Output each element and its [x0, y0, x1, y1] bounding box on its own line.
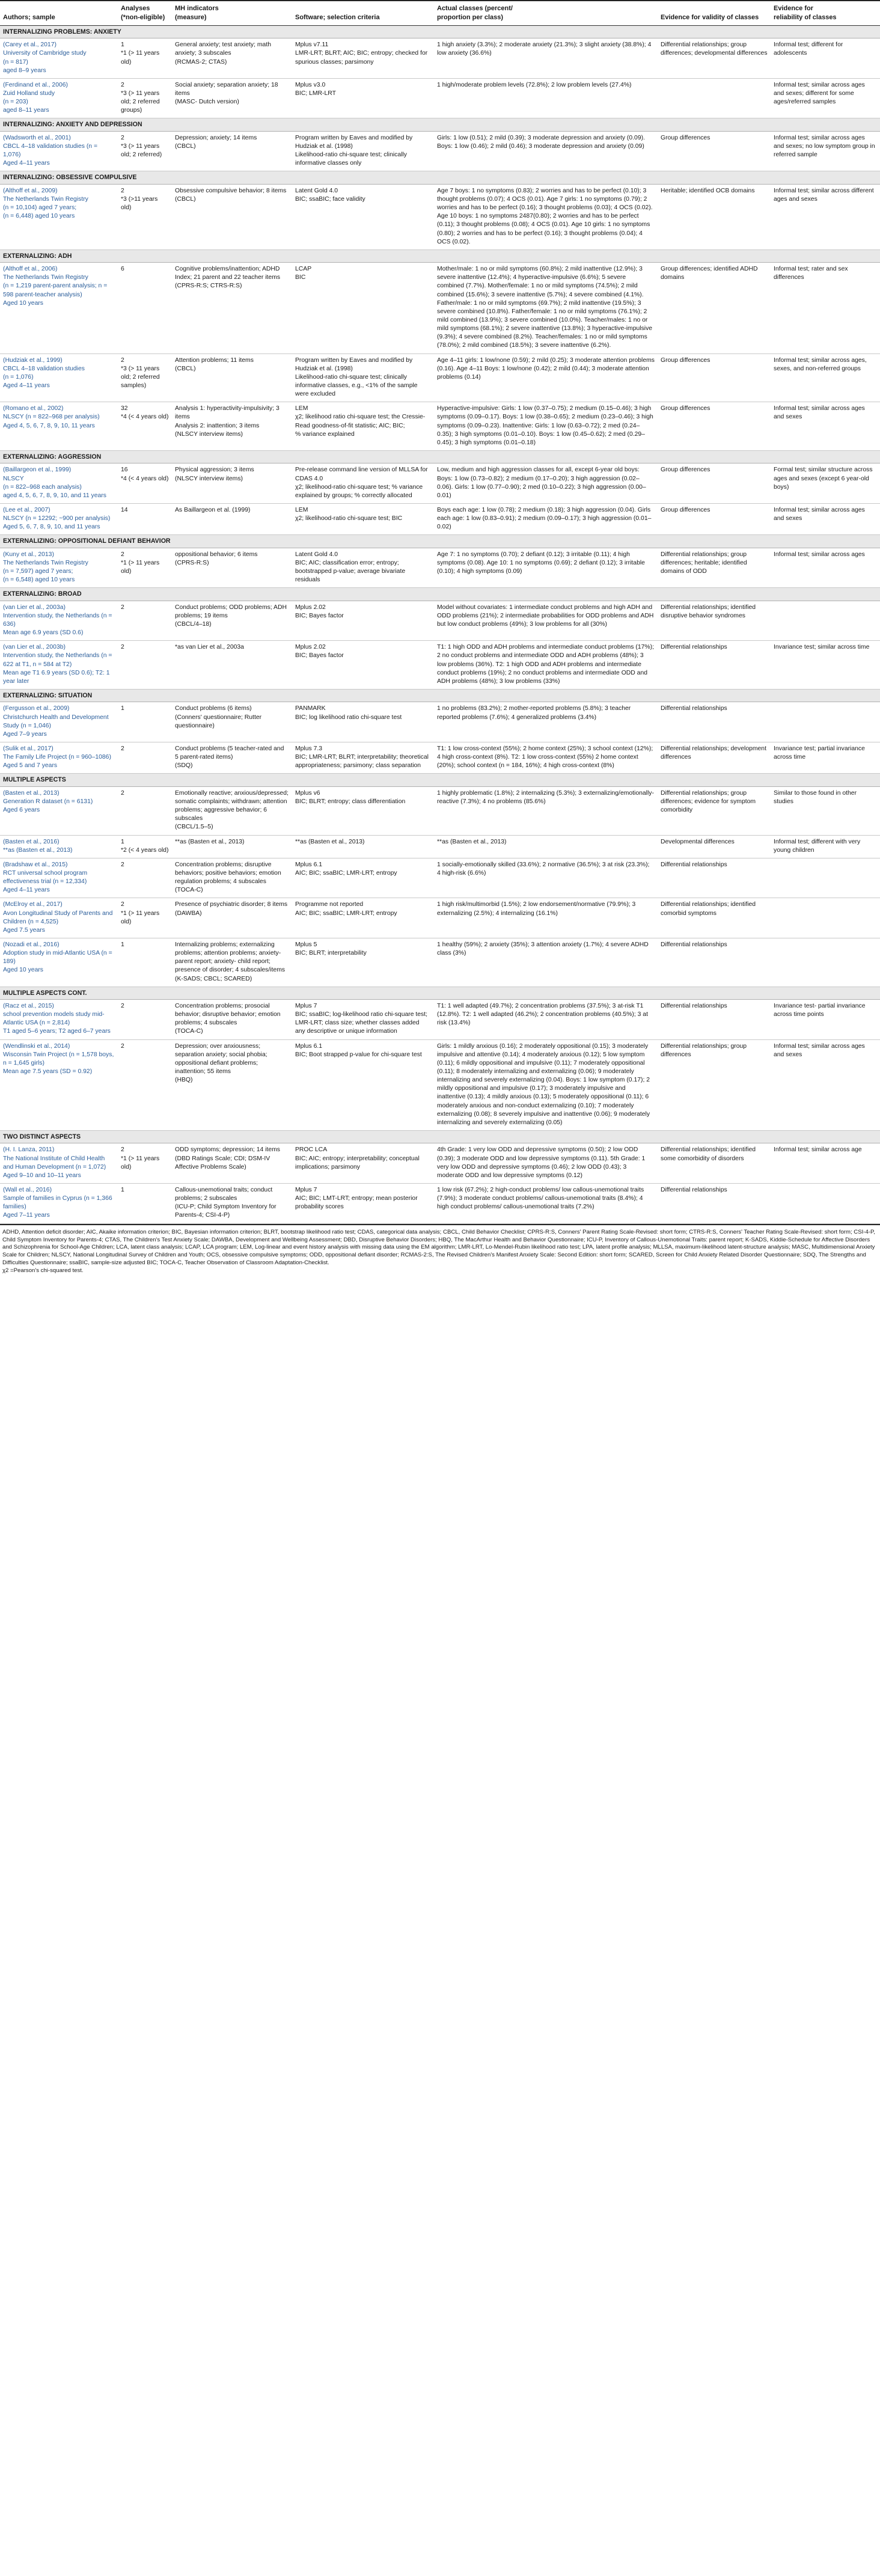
software-cell: LCAP BIC — [292, 263, 434, 353]
classes-cell: Boys each age: 1 low (0.78); 2 medium (0.18); 3 high aggression (0.04). Girls each age: 1 low (0.83–0.91); 2 medium (0.09–0.17); 3 high aggression (0.01–0.02) — [434, 503, 658, 534]
column-header-authors: Authors; sample — [0, 1, 118, 25]
reliability-cell: Informal test; different with very young children — [771, 835, 880, 858]
column-header-software: Software; selection criteria — [292, 1, 434, 25]
analyses-cell: 2 *1 (> 11 years old) — [118, 548, 172, 588]
authors-cell: (Basten et al., 2013) Generation R dataset (n = 6131) Aged 6 years — [0, 786, 118, 835]
classes-cell: Hyperactive-impulsive: Girls: 1 low (0.37–0.75); 2 medium (0.15–0.46); 3 high symptoms (0.09–0.17). Boys: 1 low (0.38–0.65); 2 medium (0.23–0.46); 3 high symptoms (0.09–0.23). Inattentive: Girls: 1 low (0.63–0.72); 2 med (0.24–0.35); 3 high symptoms (0.01–0.10). Boys: 1 low (0.45–0.62); 2 med (0.29–0.45); 3 high symptoms (0.01–0.18) — [434, 402, 658, 451]
section-title: MULTIPLE ASPECTS — [0, 774, 880, 786]
classes-cell: Mother/male: 1 no or mild symptoms (60.8%); 2 mild inattentive (12.9%); 3 severe inattentive (12.4%); 4 hyperactive-impulsive (6.6%); 5 severe combined (7.7%). Mother/female: 1 no or mild symptoms (74.5%); 2 mild combined (15.6%); 3 severe inattentive (5.7%); 4 severe combined (4.1%). Father/male: 1 no or mild symptoms (69.7%); 2 mild inattentive (19.5%); 3 severe combined (10.8%). Father/female: 1 no or mild symptoms (76.1%); 2 mild combined (13.9%); 3 severe combined (10.0%). Teacher/males: 1 no or mild symptoms (68.1%); 2 severe inattentive (13.8%); 3 hyperactive-impulsive (9.3%); 4 severe combined (8.2%). Teacher/females: 1 no or mild symptoms (78.0%); 2 mild combined (18.5%); 3 severe inattentive (6.2%). — [434, 263, 658, 353]
table-row — [0, 938, 880, 987]
section-header-row — [0, 588, 880, 601]
authors-cell: (Wendlinski et al., 2014) Wisconsin Twin Project (n = 1,578 boys, n = 1,645 girls) Mean age 7.5 years (SD = 0.92) — [0, 1039, 118, 1130]
results-table — [0, 0, 880, 1224]
authors-cell: (Sulik et al., 2017) The Family Life Project (n = 960–1086) Aged 5 and 7 years — [0, 742, 118, 774]
section-header-row — [0, 987, 880, 999]
mh-indicators-cell: ODD symptoms; depression; 14 items (DBD Ratings Scale; CDI; DSM-IV Affective Problems Scale) — [172, 1143, 292, 1184]
analyses-cell: 1 — [118, 1184, 172, 1224]
reliability-cell — [771, 938, 880, 987]
validity-cell: Group differences; identified ADHD domains — [658, 263, 771, 353]
table-row — [0, 548, 880, 588]
classes-cell: **as (Basten et al., 2013) — [434, 835, 658, 858]
validity-cell: Differential relationships; group differences — [658, 1039, 771, 1130]
authors-cell: (Baillargeon et al., 1999) NLSCY (n = 822–968 each analysis) aged 4, 5, 6, 7, 8, 9, 10, and 11 years — [0, 463, 118, 504]
mh-indicators-cell: Conduct problems; ODD problems; ADH problems; 19 items (CBCL/4–18) — [172, 601, 292, 641]
analyses-cell: 1 — [118, 938, 172, 987]
classes-cell: Low, medium and high aggression classes for all, except 6-year old boys: Boys: 1 low (0.73–0.82); 2 medium (0.17–0.20); 3 high aggression (0.02–0.06). Girls: 1 low (0.77–0.90); 2 med (0.10–0.22); 3 high aggression (0.00–0.01) — [434, 463, 658, 504]
page — [0, 0, 880, 1275]
analyses-cell: 2 — [118, 1000, 172, 1040]
section-title: EXTERNALIZING: SITUATION — [0, 690, 880, 702]
column-header-mh-indicators: MH indicators (measure) — [172, 1, 292, 25]
section-title: EXTERNALIZING: AGGRESSION — [0, 451, 880, 463]
classes-cell: Girls: 1 mildly anxious (0.16); 2 moderately oppositional (0.15); 3 moderately impulsive and attentive (0.14); 4 moderately anxious (0.12); 5 low symptom (0.11); 6 mildly oppositional and impulsive (0.11); 7 moderately oppositional (0.11); 8 moderately internalizing and externalizing (0.06); 9 moderately internalizing and severely externalizing (0.04). Boys: 1 low symptom (0.17); 2 mildly oppositional and impulsive (0.17); 3 moderately impulsive and inattentive (0.13); 4 mildly anxious (0.13); 5 moderately oppositional (0.11); 6 moderately anxious and non-conduct externalizing (0.10); 7 moderately externalizing (0.08); 8 severely impulsive and inattentive (0.06); 9 moderately internalizing and severely externalizing (0.05) — [434, 1039, 658, 1130]
analyses-cell: 2 — [118, 786, 172, 835]
mh-indicators-cell: Analysis 1: hyperactivity-impulsivity; 3 items Analysis 2: inattention; 3 items (NLSCY interview items) — [172, 402, 292, 451]
authors-cell: (H. I. Lanza, 2011) The National Institute of Child Health and Human Development (n = 1,072) Aged 9–10 and 10–11 years — [0, 1143, 118, 1184]
authors-cell: (Bradshaw et al., 2015) RCT universal school program effectiveness trial (n = 12,334) Aged 4–11 years — [0, 858, 118, 898]
authors-cell: (Fergusson et al., 2009) Christchurch Health and Development Study (n = 1,046) Aged 7–9 years — [0, 702, 118, 742]
column-header-actual-classes: Actual classes (percent/ proportion per class) — [434, 1, 658, 25]
classes-cell: 1 low risk (67.2%); 2 high-conduct problems/ low callous-unemotional traits (7.9%); 3 moderate conduct problems/ callous-unemotional traits (8.4%); 4 high conduct problems/ callous-unemotional traits (7.2%) — [434, 1184, 658, 1224]
reliability-cell: Informal test; similar across ages and sexes — [771, 503, 880, 534]
software-cell: Mplus 5 BIC; BLRT; interpretability — [292, 938, 434, 987]
table-body — [0, 25, 880, 1223]
software-cell: PANMARK BIC; log likelihood ratio chi-square test — [292, 702, 434, 742]
section-header-row — [0, 25, 880, 38]
column-header-validity: Evidence for validity of classes — [658, 1, 771, 25]
reliability-cell: Informal test; rater and sex differences — [771, 263, 880, 353]
reliability-cell: Informal test; similar across ages and sexes — [771, 402, 880, 451]
classes-cell: Age 4–11 girls: 1 low/none (0.59); 2 mild (0.25); 3 moderate attention problems (0.16). Age 4–11 Boys: 1 low/none (0.42); 2 mild (0.44); 3 moderate attention problems (0.14) — [434, 353, 658, 402]
analyses-cell: 1 — [118, 702, 172, 742]
analyses-cell: 2 *3 (>11 years old) — [118, 184, 172, 249]
section-header-row — [0, 451, 880, 463]
reliability-cell: Informal test; similar across ages — [771, 548, 880, 588]
mh-indicators-cell: Conduct problems (6 items) (Conners' questionnaire; Rutter questionnaire) — [172, 702, 292, 742]
section-header-row — [0, 690, 880, 702]
analyses-cell: 2 *3 (> 11 years old; 2 referred groups) — [118, 78, 172, 118]
classes-cell: Age 7: 1 no symptoms (0.70); 2 defiant (0.12); 3 irritable (0.11); 4 high symptoms (0.08). Age 10: 1 no symptoms (0.69); 2 defiant (0.12); 3 irritable (0.10); 4 high symptoms (0.09) — [434, 548, 658, 588]
table-row — [0, 78, 880, 118]
authors-cell: (van Lier et al., 2003a) Intervention study, the Netherlands (n = 636) Mean age 6.9 years (SD 0.6) — [0, 601, 118, 641]
mh-indicators-cell: *as van Lier et al., 2003a — [172, 641, 292, 690]
mh-indicators-cell: Obsessive compulsive behavior; 8 items (CBCL) — [172, 184, 292, 249]
table-row — [0, 601, 880, 641]
mh-indicators-cell: As Baillargeon et al. (1999) — [172, 503, 292, 534]
mh-indicators-cell: Concentration problems; prosocial behavior; disruptive behavior; emotion problems; 4 subscales (TOCA-C) — [172, 1000, 292, 1040]
software-cell: Mplus 2.02 BIC; Bayes factor — [292, 641, 434, 690]
validity-cell: Developmental differences — [658, 835, 771, 858]
reliability-cell: Informal test; similar across different ages and sexes — [771, 184, 880, 249]
reliability-cell: Informal test; similar across ages, sexes, and non-referred groups — [771, 353, 880, 402]
section-title: EXTERNALIZING: ADH — [0, 249, 880, 262]
reliability-cell: Invariance test- partial invariance across time points — [771, 1000, 880, 1040]
analyses-cell: 14 — [118, 503, 172, 534]
table-row — [0, 898, 880, 938]
authors-cell: (Carey et al., 2017) University of Cambridge study (n = 817) aged 8–9 years — [0, 38, 118, 79]
table-row — [0, 38, 880, 79]
table-row — [0, 1184, 880, 1224]
software-cell: Mplus v3.0 BIC; LMR-LRT — [292, 78, 434, 118]
table-row — [0, 742, 880, 774]
mh-indicators-cell: Presence of psychiatric disorder; 8 items (DAWBA) — [172, 898, 292, 938]
classes-cell: 1 highly problematic (1.8%); 2 internalizing (5.3%); 3 externalizing/emotionally-reactive (7.3%); 4 no problems (85.6%) — [434, 786, 658, 835]
reliability-cell: Informal test; similar across ages and sexes — [771, 1039, 880, 1130]
validity-cell: Differential relationships; group differences; heritable; identified domains of ODD — [658, 548, 771, 588]
software-cell: Mplus 6.1 BIC; Boot strapped p-value for chi-square test — [292, 1039, 434, 1130]
analyses-cell: 2 — [118, 641, 172, 690]
software-cell: Mplus 7 BIC; ssaBIC; log-likelihood ratio chi-square test; LMR-LRT; class size; whether classes added any descriptive or unique information — [292, 1000, 434, 1040]
authors-cell: (Basten et al., 2016) **as (Basten et al., 2013) — [0, 835, 118, 858]
software-cell: **as (Basten et al., 2013) — [292, 835, 434, 858]
validity-cell: Differential relationships; development differences — [658, 742, 771, 774]
authors-cell: (Romano et al., 2002) NLSCY (n = 822–968 per analysis) Aged 4, 5, 6, 7, 8, 9, 10, 11 years — [0, 402, 118, 451]
authors-cell: (Althoff et al., 2006) The Netherlands Twin Registry (n = 1,219 parent-parent analysis; n = 598 parent-teacher analysis) Aged 10 years — [0, 263, 118, 353]
classes-cell: 1 no problems (83.2%); 2 mother-reported problems (5.8%); 3 teacher reported problems (7.6%); 4 generalized problems (3.4%) — [434, 702, 658, 742]
analyses-cell: 16 *4 (< 4 years old) — [118, 463, 172, 504]
table-row — [0, 1143, 880, 1184]
section-header-row — [0, 118, 880, 131]
mh-indicators-cell: Conduct problems (5 teacher-rated and 5 parent-rated items) (SDQ) — [172, 742, 292, 774]
software-cell: Latent Gold 4.0 BIC; ssaBIC; face validity — [292, 184, 434, 249]
reliability-cell — [771, 601, 880, 641]
validity-cell: Differential relationships; group differences; evidence for symptom comorbidity — [658, 786, 771, 835]
table-row — [0, 702, 880, 742]
validity-cell: Group differences — [658, 503, 771, 534]
reliability-cell: Informal test; similar across ages and sexes; different for some ages/referred samples — [771, 78, 880, 118]
table-row — [0, 263, 880, 353]
classes-cell: 1 healthy (59%); 2 anxiety (35%); 3 attention anxiety (1.7%); 4 severe ADHD class (3%) — [434, 938, 658, 987]
validity-cell: Differential relationships — [658, 1000, 771, 1040]
software-cell: LEM χ2; likelihood ratio chi-square test; the Cressie-Read goodness-of-fit statistic; AIC; BIC; % variance explained — [292, 402, 434, 451]
section-title: INTERNALIZING PROBLEMS: ANXIETY — [0, 25, 880, 38]
mh-indicators-cell: Internalizing problems; externalizing problems; attention problems; anxiety-parent report; anxiety- child report; presence of disorder; 4 subscales/items (K-SADS; CBCL; SCARED) — [172, 938, 292, 987]
table-row — [0, 463, 880, 504]
validity-cell — [658, 78, 771, 118]
validity-cell: Group differences — [658, 353, 771, 402]
section-header-row — [0, 249, 880, 262]
validity-cell: Group differences — [658, 402, 771, 451]
mh-indicators-cell: Callous-unemotional traits; conduct problems; 2 subscales (ICU-P; Child Symptom Inventory for Parents-4; CSI-4-P) — [172, 1184, 292, 1224]
validity-cell: Differential relationships — [658, 858, 771, 898]
validity-cell: Differential relationships; group differences; developmental differences — [658, 38, 771, 79]
analyses-cell: 6 — [118, 263, 172, 353]
analyses-cell: 2 *1 (> 11 years old) — [118, 898, 172, 938]
classes-cell: 1 socially-emotionally skilled (33.6%); 2 normative (36.5%); 3 at risk (23.3%); 4 high-risk (6.6%) — [434, 858, 658, 898]
reliability-cell — [771, 1184, 880, 1224]
section-header-row — [0, 774, 880, 786]
table-row — [0, 353, 880, 402]
header-row — [0, 1, 880, 25]
analyses-cell: 32 *4 (< 4 years old) — [118, 402, 172, 451]
reliability-cell: Informal test; similar across ages and sexes; no low symptom group in referred sample — [771, 131, 880, 171]
section-title: INTERNALIZING: ANXIETY AND DEPRESSION — [0, 118, 880, 131]
mh-indicators-cell: Attention problems; 11 items (CBCL) — [172, 353, 292, 402]
analyses-cell: 2 — [118, 601, 172, 641]
analyses-cell: 2 *3 (> 11 years old; 2 referred samples) — [118, 353, 172, 402]
validity-cell: Differential relationships — [658, 938, 771, 987]
authors-cell: (Ferdinand et al., 2006) Zuid Holland study (n = 203) aged 8–11 years — [0, 78, 118, 118]
mh-indicators-cell: Physical aggression; 3 items (NLSCY interview items) — [172, 463, 292, 504]
mh-indicators-cell: Social anxiety; separation anxiety; 18 items (MASC- Dutch version) — [172, 78, 292, 118]
mh-indicators-cell: Cognitive problems/inattention; ADHD Index; 21 parent and 22 teacher items (CPRS-R:S; CTRS-R:S) — [172, 263, 292, 353]
authors-cell: (van Lier et al., 2003b) Intervention study, the Netherlands (n = 622 at T1, n = 584 at T2) Mean age T1 6.9 years (SD 0.6); T2: 1 year later — [0, 641, 118, 690]
validity-cell: Heritable; identified OCB domains — [658, 184, 771, 249]
reliability-cell: Formal test; similar structure across ages and sexes (except 6 year-old boys) — [771, 463, 880, 504]
table-row — [0, 858, 880, 898]
section-header-row — [0, 171, 880, 184]
software-cell: Mplus v6 BIC; BLRT; entropy; class differentiation — [292, 786, 434, 835]
table-row — [0, 402, 880, 451]
table-row — [0, 835, 880, 858]
mh-indicators-cell: **as (Basten et al., 2013) — [172, 835, 292, 858]
validity-cell: Group differences — [658, 463, 771, 504]
classes-cell: T1: 1 high ODD and ADH problems and intermediate conduct problems (17%); 2 no conduct problems and intermediate ODD and ADH problems (48%); 3 low problems (36%). T2: 1 high ODD and ADH problems and intermediate conduct problems (19%); 2 no conduct problems and intermediate ODD and ADH problems (48%); 3 low problems (33%) — [434, 641, 658, 690]
validity-cell: Differential relationships; identified some comorbidity of disorders — [658, 1143, 771, 1184]
section-title: TWO DISTINCT ASPECTS — [0, 1131, 880, 1143]
software-cell: Mplus 6.1 AIC; BIC; ssaBIC; LMR-LRT; entropy — [292, 858, 434, 898]
reliability-cell — [771, 898, 880, 938]
table-row — [0, 184, 880, 249]
software-cell: PROC LCA BIC; AIC; entropy; interpretability; conceptual implications; parsimony — [292, 1143, 434, 1184]
mh-indicators-cell: Concentration problems; disruptive behaviors; positive behaviors; emotion regulation problems; 4 subscales (TOCA-C) — [172, 858, 292, 898]
table-row — [0, 641, 880, 690]
table-row — [0, 1000, 880, 1040]
validity-cell: Differential relationships — [658, 641, 771, 690]
classes-cell: T1: 1 well adapted (49.7%); 2 concentration problems (37.5%); 3 at-risk T1 (12.8%). T2: 1 well adapted (46.2%); 2 concentration problems (40.5%); 3 at risk (13.4%) — [434, 1000, 658, 1040]
analyses-cell: 2 *3 (> 11 years old; 2 referred) — [118, 131, 172, 171]
classes-cell: Age 7 boys: 1 no symptoms (0.83); 2 worries and has to be perfect (0.10); 3 thought problems (0.07); 4 OCS (0.01). Age 7 girls: 1 no symptoms (0.79); 2 worries and has to be perfect (0.16); 3 thought problems (0.03); 4 OCS (0.02). Age 10 boys: 1 no symptoms 2487(0.80); 2 worries and has to be perfect (0.11); 3 thought problems (0.08); 4 OCS (0.01). Age 10 girls: 1 no symptoms (0.80); 2 worries and has to be perfect (0.16); 3 thought problems (0.04); 4 OCS (0.02). — [434, 184, 658, 249]
software-cell: Mplus 7.3 BIC; LMR-LRT; BLRT; interpretability; theoretical appropriateness; parsimony; class separation — [292, 742, 434, 774]
section-header-row — [0, 535, 880, 548]
authors-cell: (Hudziak et al., 1999) CBCL 4–18 validation studies (n = 1,076) Aged 4–11 years — [0, 353, 118, 402]
section-header-row — [0, 1131, 880, 1143]
reliability-cell: Invariance test; partial invariance across time — [771, 742, 880, 774]
mh-indicators-cell: Depression; over anxiousness; separation anxiety; social phobia; oppositional defiant problems; inattention; 55 items (HBQ) — [172, 1039, 292, 1130]
analyses-cell: 2 — [118, 858, 172, 898]
reliability-cell: Invariance test; similar across time — [771, 641, 880, 690]
analyses-cell: 2 *1 (> 11 years old) — [118, 1143, 172, 1184]
classes-cell: 1 high risk/multimorbid (1.5%); 2 low endorsement/normative (79.9%); 3 externalizing (2.5%); 4 internalizing (16.1%) — [434, 898, 658, 938]
validity-cell: Differential relationships; identified disruptive behavior syndromes — [658, 601, 771, 641]
authors-cell: (Racz et al., 2015) school prevention models study mid-Atlantic USA (n = 2,814) T1 aged 5–6 years; T2 aged 6–7 years — [0, 1000, 118, 1040]
classes-cell: Model without covariates: 1 intermediate conduct problems and high ADH and ODD problems (21%); 2 intermediate probabilities for ODD problems and ADH but low conduct problems (49%); 3 low problems for all (30%) — [434, 601, 658, 641]
authors-cell: (Wall et al., 2016) Sample of families in Cyprus (n = 1,366 families) Aged 7–11 years — [0, 1184, 118, 1224]
mh-indicators-cell: Depression; anxiety; 14 items (CBCL) — [172, 131, 292, 171]
table-row — [0, 131, 880, 171]
validity-cell: Group differences — [658, 131, 771, 171]
software-cell: Program written by Eaves and modified by Hudziak et al. (1998) Likelihood-ratio chi-square test; clinically informative classes, e.g., <1% of the sample were excluded — [292, 353, 434, 402]
classes-cell: Girls: 1 low (0.51); 2 mild (0.39); 3 moderate depression and anxiety (0.09). Boys: 1 low (0.46); 2 mild (0.46); 3 moderate depression and anxiety (0.09) — [434, 131, 658, 171]
analyses-cell: 1 *1 (> 11 years old) — [118, 38, 172, 79]
software-cell: LEM χ2; likelihood-ratio chi-square test; BIC — [292, 503, 434, 534]
reliability-cell — [771, 858, 880, 898]
reliability-cell: Similar to those found in other studies — [771, 786, 880, 835]
authors-cell: (Lee et al., 2007) NLSCY (n = 12292; ~900 per analysis) Aged 5, 6, 7, 8, 9, 10, and 11 years — [0, 503, 118, 534]
validity-cell: Differential relationships — [658, 1184, 771, 1224]
software-cell: Latent Gold 4.0 BIC; AIC; classification error; entropy; bootstrapped p-value; average bivariate residuals — [292, 548, 434, 588]
analyses-cell: 2 — [118, 1039, 172, 1130]
authors-cell: (Althoff et al., 2009) The Netherlands Twin Registry (n = 10,104) aged 7 years; (n = 6,448) aged 10 years — [0, 184, 118, 249]
reliability-cell: Informal test; similar across age — [771, 1143, 880, 1184]
classes-cell: 1 high/moderate problem levels (72.8%); 2 low problem levels (27.4%) — [434, 78, 658, 118]
mh-indicators-cell: oppositional behavior; 6 items (CPRS-R:S) — [172, 548, 292, 588]
column-header-analyses: Analyses (*non-eligible) — [118, 1, 172, 25]
analyses-cell: 1 *2 (< 4 years old) — [118, 835, 172, 858]
table-row — [0, 1039, 880, 1130]
section-title: EXTERNALIZING: BROAD — [0, 588, 880, 601]
mh-indicators-cell: General anxiety; test anxiety; math anxiety; 3 subscales (RCMAS-2; CTAS) — [172, 38, 292, 79]
software-cell: Mplus v7.11 LMR-LRT; BLRT; AIC; BIC; entropy; checked for spurious classes; parsimony — [292, 38, 434, 79]
column-header-reliability: Evidence for reliability of classes — [771, 1, 880, 25]
authors-cell: (Wadsworth et al., 2001) CBCL 4–18 validation studies (n = 1,076) Aged 4–11 years — [0, 131, 118, 171]
section-title: INTERNALIZING: OBSESSIVE COMPULSIVE — [0, 171, 880, 184]
software-cell: Program written by Eaves and modified by Hudziak et al. (1998) Likelihood-ratio chi-square test; clinically informative classes only — [292, 131, 434, 171]
analyses-cell: 2 — [118, 742, 172, 774]
validity-cell: Differential relationships; identified comorbid symptoms — [658, 898, 771, 938]
classes-cell: T1: 1 low cross-context (55%); 2 home context (25%); 3 school context (12%); 4 high cross-context (8%). T2: 1 low cross-context (55%) 2 home context (20%); school context (n = 184, 16%); 4 high cross-context (8%) — [434, 742, 658, 774]
section-title: MULTIPLE ASPECTS CONT. — [0, 987, 880, 999]
classes-cell: 1 high anxiety (3.3%); 2 moderate anxiety (21.3%); 3 slight anxiety (38.8%); 4 low anxiety (36.6%) — [434, 38, 658, 79]
software-cell: Mplus 7 AIC; BIC; LMT-LRT; entropy; mean posterior probability scores — [292, 1184, 434, 1224]
reliability-cell — [771, 702, 880, 742]
classes-cell: 4th Grade: 1 very low ODD and depressive symptoms (0.50); 2 low ODD (0.39); 3 moderate ODD and low depressive symptoms (0.11). 5th Grade: 1 very low ODD and depressive symptoms (0.46); 2 low ODD (0.43); 3 moderate ODD and low depressive symptoms (0.12) — [434, 1143, 658, 1184]
authors-cell: (McElroy et al., 2017) Avon Longitudinal Study of Parents and Children (n = 4,525) Aged 7.5 years — [0, 898, 118, 938]
authors-cell: (Nozadi et al., 2016) Adoption study in mid-Atlantic USA (n = 189) Aged 10 years — [0, 938, 118, 987]
software-cell: Programme not reported AIC; BIC; ssaBIC; LMR-LRT; entropy — [292, 898, 434, 938]
software-cell: Pre-release command line version of MLLSA for CDAS 4.0 χ2; likelihood-ratio chi-square test; % variance explained by groups; % correctly allocated — [292, 463, 434, 504]
table-footnote: ADHD, Attention deficit disorder; AIC, Akaike information criterion; BIC, Bayesian information criterion; BLRT, bootstrap likelihood ratio test; CDAS, categorical data analysis; CBCL, Child Behavior Checklist; CPRS-R:S, Conners' Parent Rating Scale-Revised: short form; CTRS-R:S, Conners' Teacher Rating Scale-Revised: short form; CSI-4-P, Child Symptom Inventory for Parents-4; CTAS, The Children's Test Anxiety Scale; DAWBA, Development and Wellbeing Assessment; DBD, Disruptive Behavior Disorders; HBQ, The MacArthur Health and Behavior Questionnaire; ICU-P, Inventory of Callous-Unemotional Traits: parent report; K-SADS, Kiddie-Schedule for Affective Disorders and Schizophrenia for School-Age Children; LCA, latent class analysis; LCAP, LCA program; LEM, Log-linear and event history analysis with missing data using the EM algorithm; LMR-LRT, Lo-Mendel-Rubin likelihood ratio test; LPA, latent profile analysis; MLLSA, maximum-likelihood latent-structure analysis; MASC, Multidimensional Anxiety Scale for Children; NLSCY, National Longitudinal Survey of Children and Youth; OCS, obsessive compulsive symptoms; ODD, oppositional defiant disorder; RCMAS-2:S, The Revised Children's Manifest Anxiety Scale: Second Edition: short form; SCARED, Screen for Child Anxiety Related Disorder Questionnaire; SDQ, The Strengths and Difficulties Questionnaire; ssaBIC, sample-size adjusted BIC; TOCA-C, Teacher Observation of Classroom Adaptation-Checklist. χ2 =Pearson's chi-squared test. — [0, 1224, 880, 1276]
authors-cell: (Kuny et al., 2013) The Netherlands Twin Registry (n = 7,597) aged 7 years; (n = 6,548) aged 10 years — [0, 548, 118, 588]
table-row — [0, 786, 880, 835]
section-title: EXTERNALIZING: OPPOSITIONAL DEFIANT BEHAVIOR — [0, 535, 880, 548]
mh-indicators-cell: Emotionally reactive; anxious/depressed; somatic complaints; withdrawn; attention problems; aggressive behavior; 6 subscales (CBCL/1.5–5) — [172, 786, 292, 835]
table-row — [0, 503, 880, 534]
software-cell: Mplus 2.02 BIC; Bayes factor — [292, 601, 434, 641]
reliability-cell: Informal test; different for adolescents — [771, 38, 880, 79]
validity-cell: Differential relationships — [658, 702, 771, 742]
